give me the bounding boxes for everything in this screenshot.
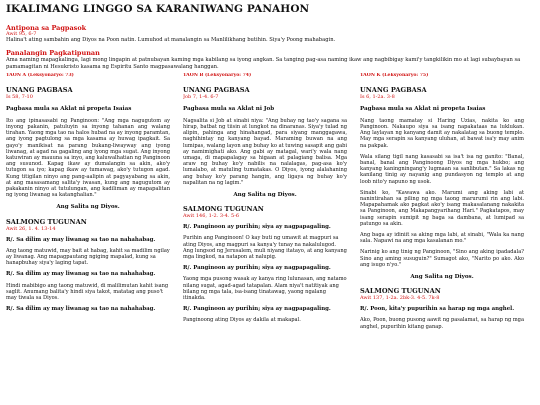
salmo-stanza: Purihin ang Panginoon! O kay buti ng umawit at magpuri sa ating Diyos, ang magpuri sa kanya'y tunay na nakalulugod. Ang lungsod ng Jerusalem, muli niyang itatayo, at ang kanyang mga lingkod, na natapon at nalupig.	[183, 235, 347, 261]
salmo-title: SALMONG TUGUNAN	[6, 217, 87, 226]
pagbasa-heading: Pagbasa mula sa Aklat ni Job	[183, 106, 275, 113]
panalangin-label: Panalangin Pagkatipunan	[6, 49, 100, 57]
pagbasa-heading: Pagbasa mula sa Aklat ni propeta Isaias	[6, 106, 132, 113]
unang-pagbasa-ref: Is 58, 7-10	[6, 94, 33, 101]
unang-pagbasa-title: UNANG PAGBASA	[360, 86, 427, 95]
reading-text: Nagsalita si Job at sinabi niya: "Ang buhay ng tao'y sagana sa hirap, batbat ng tiisin at lungkot na dinaranas. Siya'y tulad ng alipin, pahinga ang hinahangad, para siyang manggagawa, naghihintay ng kanyang bayad. Maraming buwan na ang lumipas, walang layon ang buhay ko at tuwing sasapit ang gabi ay namimighati ako. Ang gabi ay matagal, wari'y wala nang umaga, di mapapalagay sa higaan at palagiang balisa. Mga araw ng buhay ko'y nabilis na nalalagas, pag-asa ko'y lumalabo, at matuling tumatakas. O Diyos, iyong alalahaning ang buhay ko'y parang hangin, ang ligaya ng buhay ko'y napalitan na ng lagim."	[183, 117, 347, 186]
salmo-stanza: Yaong mga pusong wasak ay kanya ring lulunasan, ang natamo nilang sugat, agad-agad tatapalan. Alam niya't natitiyak ang bilang ng mga tala, isa-isang tinatawag, yaong ngalang itinakda.	[183, 276, 347, 302]
reading-text: Ang baga ay idiniit sa aking mga labi, at sinabi, "Wala ka nang sala. Napawi na ang mga kasalanan mo."	[360, 232, 524, 245]
word-of-god: Ang Salita ng Diyos.	[410, 274, 474, 281]
column-taon-k	[360, 73, 524, 405]
reading-text: Narinig ko ang tinig ng Panginoon, "Sino ang aking ipadadala? Sino ang aming susuguin?" Sumagot ako, "Narito po ako. Ako ang isugo n'yo."	[360, 249, 524, 268]
salmo-response: R/. Sa dilim ay may liwanag sa tao na nahahabag.	[6, 306, 156, 313]
word-of-god: Ang Salita ng Diyos.	[233, 192, 297, 199]
unang-pagbasa-ref: Is 6, 1-2a. 3-8	[360, 94, 395, 101]
salmo-ref: Awit 137, 1-2a. 2bk-3. 4-5. 7k-8	[360, 295, 440, 302]
salmo-response: R/. Panginoon ay purihin; siya ay nagpapagaling.	[183, 265, 331, 272]
salmo-response: R/. Sa dilim ay may liwanag sa tao na nahahabag.	[6, 271, 156, 278]
taon-label: TAON B (Leksyonaryo: 74)	[183, 73, 252, 78]
salmo-response: R/. Panginoon ay purihin; siya ay nagpapagaling.	[183, 306, 331, 313]
unang-pagbasa-title: UNANG PAGBASA	[6, 86, 73, 95]
reading-text: Ito ang ipinasasabi ng Panginoon: "Ang mga nagugutom ay inyong pakanin, patuluyin sa inyong tahanan ang walang tirahan. Yaong mga tao na halos hubad na ay inyong paramtan, ang iyong pagtulong sa mga kasama ay huwag ipagkait. Sa gayo'y manikisat na parang bukang-liwayway ang iyong liwanag, at agad na gagaling ang iyong mga sugat. Ang inyong katuwiran ay mauuna sa inyo, ang kaluwalhatian ng Panginoon ang susunod. Kapag ikaw ay dumalangin sa akin, ako'y tutugon sa iyo; kapag ikaw ay tumawag, ako'y tutugon agad. Kung titigilan ninyo ang pang-aalipin at pagyayabang sa akin, at ang masasamang salita'y iwasan, kung ang nagugutom ay pakakanin ninyo at tutulungan, ang kadiliman ay mapapalitan ng iyong liwanag sa katanghalian."	[6, 117, 170, 199]
page-title: IKALIMANG LINGGO SA KARANIWANG PANAHON	[6, 3, 310, 15]
taon-label: TAON A (Leksyonaryo: 73)	[6, 73, 74, 78]
unang-pagbasa-title: UNANG PAGBASA	[183, 86, 250, 95]
salmo-ref: Awit 26, 1. 4. 13-14	[6, 225, 56, 232]
salmo-title: SALMONG TUGUNAN	[360, 287, 441, 296]
taon-label: TAON K (Leksyonaryo: 75)	[360, 73, 429, 78]
salmo-response: R/. Poon, kita'y pupurihin sa harap ng mga anghel.	[360, 306, 515, 313]
salmo-stanza: Panginoong ating Diyos ay dakila at makapal.	[183, 317, 301, 324]
salmo-response: R/. Sa dilim ay may liwanag sa tao na nahahabag.	[6, 236, 156, 243]
salmo-response: R/. Panginoon ay purihin; siya ay nagpapagaling.	[183, 224, 331, 231]
unang-pagbasa-ref: Job 7, 1-4. 6-7	[183, 94, 219, 101]
salmo-stanza: Ang taong matuwid, may bait at habag, kahit sa madilim ngilay ay liwanag. Ang mapagpautang ngiging mapalad, kung sa hanapbuhay siya'y laging tapat.	[6, 247, 170, 267]
salmo-stanza: Hindi mabibigo ang taong matuwid, di malilimutan kahit isang saglit. Anumang balita'y hindi siya takot, matatag ang puso't may tiwala sa Diyos.	[6, 282, 169, 302]
antipona-label: Antipona sa Pagpasok	[6, 24, 87, 32]
panalangin-text: Ama naming mapagkalinga, lagi mong lingapin at patnubayan kaming mga kabilang sa iyong angkan. Sa tanging pag-asa naming ikaw ang nagbibigay kami'y tangkilikin mo at lagi subaybayan sa pamamagitan ni Hesukristo kasama ng Espiritu Santo magpasawalang hanggan.	[6, 57, 521, 70]
antipona-ref: Awit 95, 6-7	[6, 31, 37, 37]
antipona-text: Halina't ating sambahin ang Diyos na Poon natin. Lumuhod at manalangin sa Manlilikhang butihin. Siya'y Poong mahabagin.	[6, 37, 336, 43]
reading-text: Wala silang tigil nang kasasabi sa isa't isa ng ganito: "Banal, banal, banal ang Panginoong Diyos ng mga hukbo; ang kanyang kaningningang'y lugmaan sa sanlibutan." Sa lakas ng kanilang tinig ay nayanig ang pundasyon ng templo at ang loob nito'y napuno ng usok.	[360, 153, 524, 185]
salmo-stanza: Ako, Poon, buong pusong aawit ng pasalamat, sa harap ng mga anghel, pupurihin kitang ganap.	[360, 317, 524, 330]
reading-text: Sinabi ko, "Kawawa ako. Marumi ang aking labi at nanintirahan sa piling ng mga taong marurumi rin ang labi. Mapapahamak ako pagkat ako'y isang makasalanang nakakita sa Panginoon, ang Makapangyarihang Hari." Pagkatapos, may isang serapin sumipit ng baga sa dambana, at lumipad sa patungo sa akin.	[360, 189, 524, 227]
salmo-ref: Awit 146, 1-2. 3-4. 5-6	[183, 213, 240, 220]
column-taon-b	[183, 73, 347, 405]
salmo-title: SALMONG TUGUNAN	[183, 205, 264, 214]
readings-columns	[6, 73, 536, 405]
column-taon-a	[6, 73, 170, 405]
word-of-god: Ang Salita ng Diyos.	[56, 204, 120, 211]
reading-text: Nang taong mamatay si Haring Uzias, nakita ko ang Panginoon. Nakaupo siya sa isang napakataas na luklukan. Ang laylayan ng kanyang damit ay nakalatag sa buong templo. May mga serapin sa kanyang uluhan, at bawat isa'y may anim na pakpak.	[360, 117, 524, 149]
pagbasa-heading: Pagbasa mula sa Aklat ni propeta Isaias	[360, 106, 486, 113]
